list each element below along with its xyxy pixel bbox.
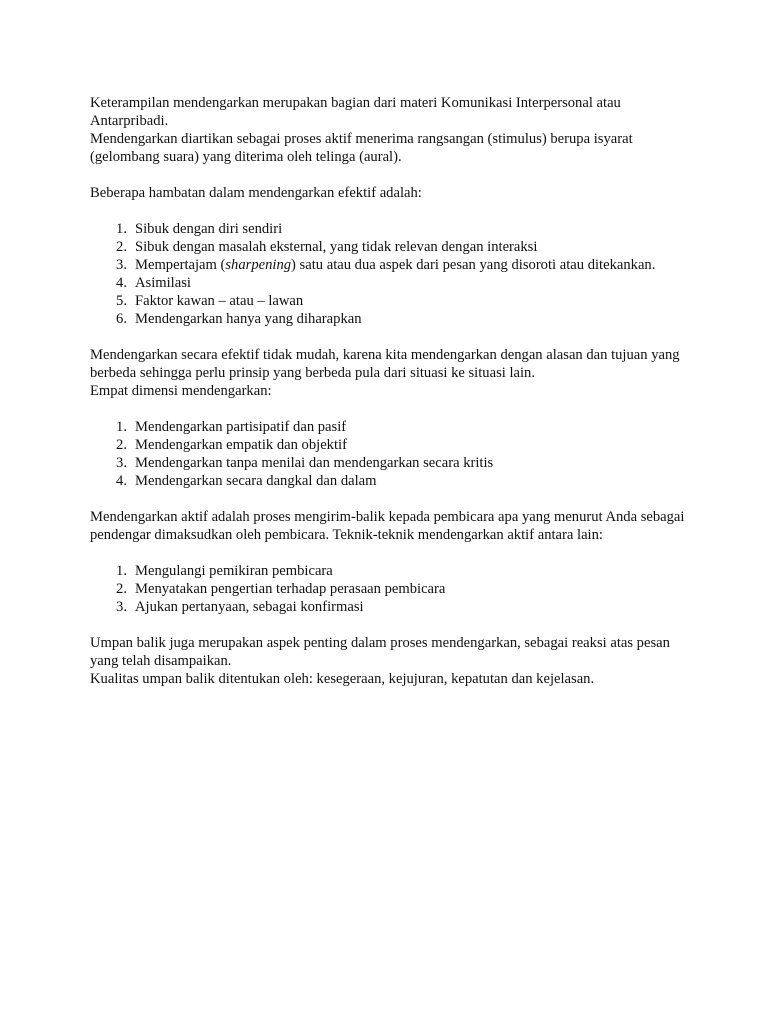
hambatan-heading: Beberapa hambatan dalam mendengarkan efektif adalah: [90,185,422,201]
list-item: 1. Mengulangi pemikiran pembicara [116,563,333,579]
umpan-paragraph-1: Umpan balik juga merupakan aspek penting dalam proses mendengarkan, sebagai reaksi atas pesan yang telah disampaikan. [90,635,670,669]
dimensi-heading: Empat dimensi mendengarkan: [90,383,272,399]
list-item: 3. Mendengarkan tanpa menilai dan mendengarkan secara kritis [116,455,494,471]
list-item: 2. Mendengarkan empatik dan objektif [116,437,347,453]
hambatan-list [90,220,690,328]
dimensi-list [90,418,690,490]
list-item: 6. Mendengarkan hanya yang diharapkan [116,311,362,327]
aktif-list [90,562,690,616]
list-item: 1. Sibuk dengan diri sendiri [116,221,283,237]
list-item: 3. Mempertajam (sharpening) satu atau dua aspek dari pesan yang disoroti atau ditekankan. [116,257,656,273]
document-page [90,94,690,688]
dimensi-paragraph: Mendengarkan secara efektif tidak mudah, karena kita mendengarkan dengan alasan dan tujuan yang berbeda sehingga perlu prinsip yang berbeda pula dari situasi ke situasi lain. [90,347,680,381]
list-item: 3. Ajukan pertanyaan, sebagai konfirmasi [116,599,364,615]
list-item: 2. Sibuk dengan masalah eksternal, yang tidak relevan dengan interaksi [116,239,538,255]
aktif-paragraph: Mendengarkan aktif adalah proses mengirim-balik kepada pembicara apa yang menurut Anda sebagai pendengar dimaksudkan oleh pembicara. Teknik-teknik mendengarkan aktif antara lain: [90,509,685,543]
intro-paragraph-1: Keterampilan mendengarkan merupakan bagian dari materi Komunikasi Interpersonal atau Antarpribadi. [90,95,621,129]
list-item: 2. Menyatakan pengertian terhadap perasaan pembicara [116,581,446,597]
list-item: 1. Mendengarkan partisipatif dan pasif [116,419,347,435]
umpan-paragraph-2: Kualitas umpan balik ditentukan oleh: kesegeraan, kejujuran, kepatutan dan kejelasan. [90,671,595,687]
list-item: 4. Asimilasi [116,275,191,291]
emphasis-text: sharpening [225,257,292,273]
list-item: 5. Faktor kawan – atau – lawan [116,293,304,309]
list-item: 4. Mendengarkan secara dangkal dan dalam [116,473,377,489]
intro-paragraph-2: Mendengarkan diartikan sebagai proses aktif menerima rangsangan (stimulus) berupa isyarat (gelombang suara) yang diterima oleh telinga (aural). [90,131,633,165]
